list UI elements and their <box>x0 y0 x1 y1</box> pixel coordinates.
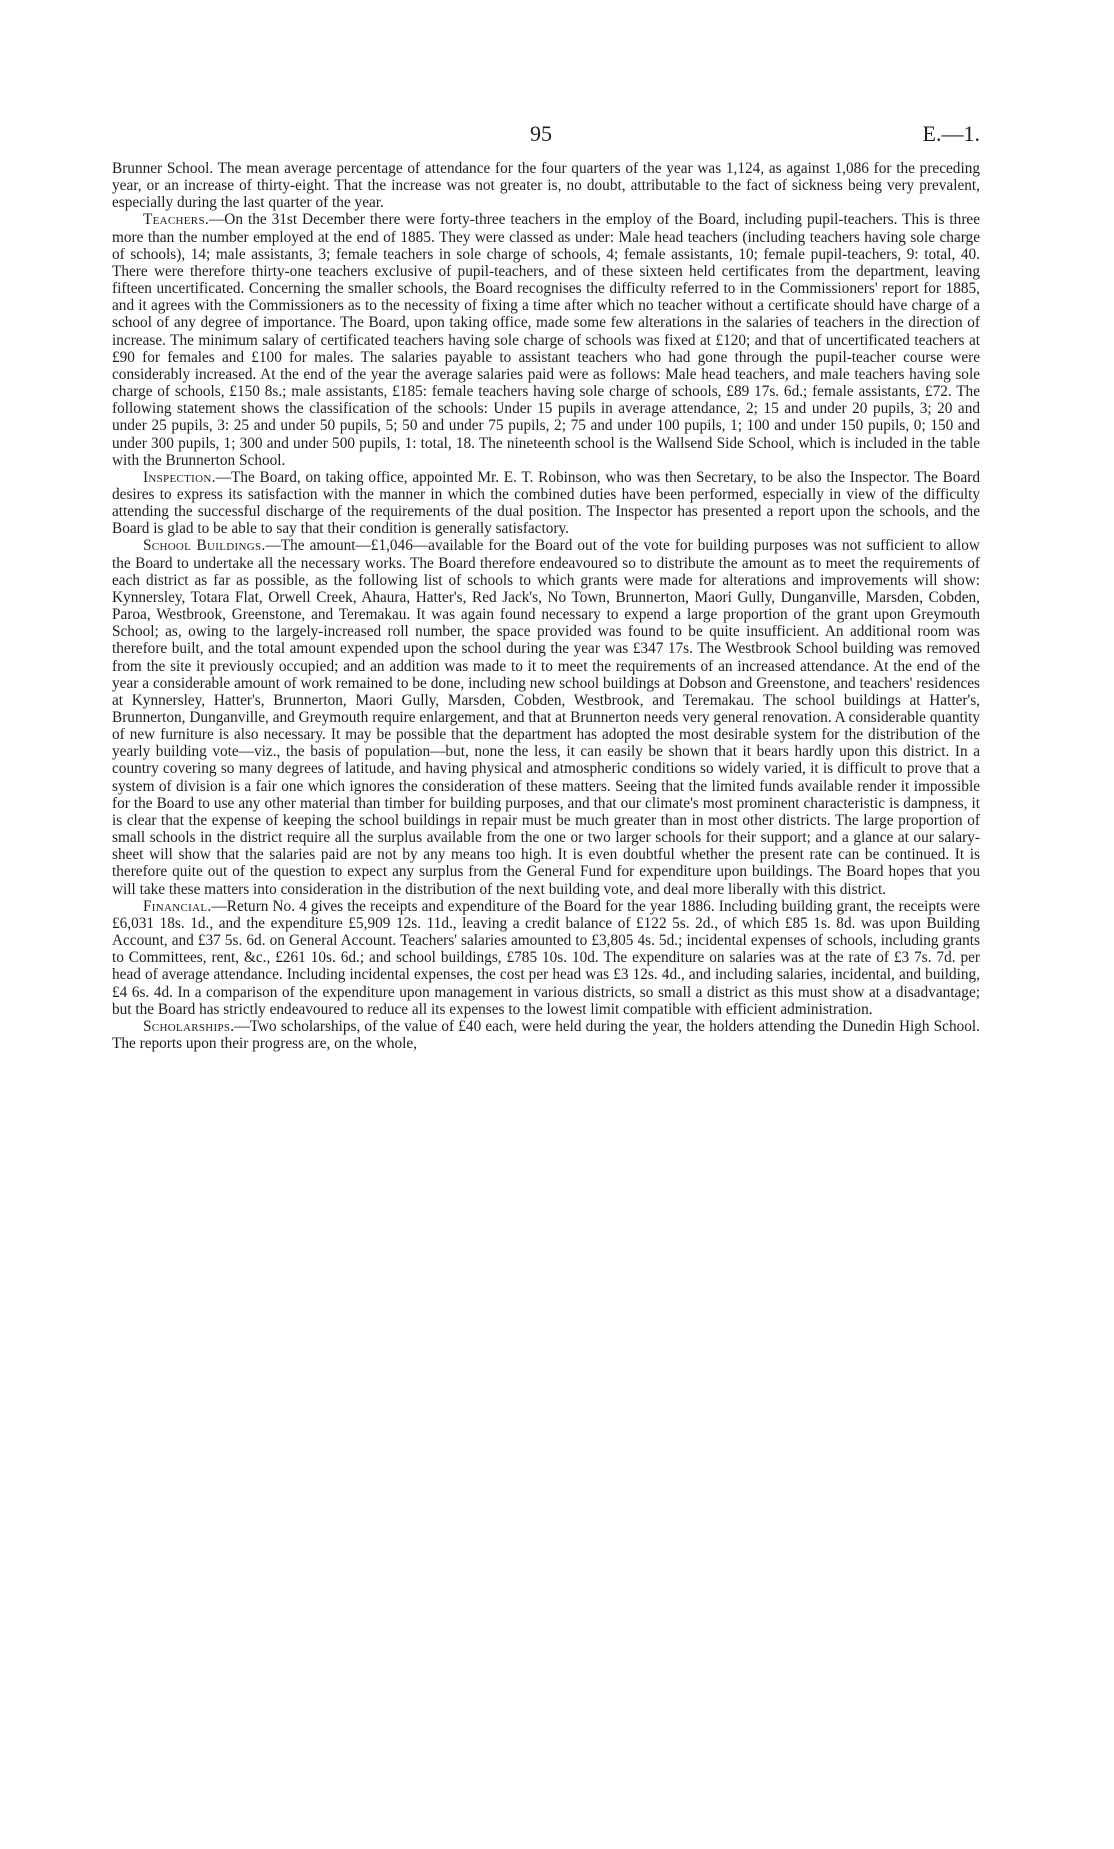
paragraph-school-buildings <box>112 537 980 897</box>
paragraph-text: Brunner School. The mean average percentage of attendance for the four quarters of the year was 1,124, as against 1,086 for the preceding year, or an increase of thirty-eight. That the increase was not greater is, no doubt, attributable to the fact of sickness being very prevalent, especially during the last quarter of the year. <box>112 160 980 212</box>
document-page <box>112 122 980 1052</box>
section-heading-teachers: Teachers. <box>143 211 209 229</box>
document-reference: E.—1. <box>922 121 980 146</box>
paragraph-text: —On the 31st December there were forty-three teachers in the employ of the Board, including pupil-teachers. This is three more than the number employed at the end of 1885. They were classed as under: Male head teachers (including teachers having sole charge of schools), 14; male assistants, 3; female teachers in sole charge of schools, 4; female assistants, 10; female pupil-teachers, 9: total, 40. There were therefore thirty-one teachers exclusive of pupil-teachers, and of these sixteen held certificates from the department, leaving fifteen uncertificated. Concerning the smaller schools, the Board recognises the difficulty referred to in the Commissioners' report for 1885, and it agrees with the Commissioners as to the necessity of fixing a time after which no teacher without a certificate should have charge of a school of any degree of importance. The Board, upon taking office, made some few alterations in the salaries of teachers in the direction of increase. The minimum salary of certificated teachers having sole charge of schools was fixed at £120; and that of uncertificated teachers at £90 for females and £100 for males. The salaries payable to assistant teachers who had gone through the pupil-teacher course were considerably increased. At the end of the year the average salaries paid were as follows: Male head teachers, and male teachers having sole charge of schools, £150 8s.; male assistants, £185: female teachers having sole charge of schools, £89 17s. 6d.; female assistants, £72. The following statement shows the classification of the schools: Under 15 pupils in average attendance, 2; 15 and under 20 pupils, 3; 20 and under 25 pupils, 3: 25 and under 50 pupils, 5; 50 and under 75 pupils, 2; 75 and under 100 pupils, 1; 100 and under 150 pupils, 0; 150 and under 300 pupils, 1; 300 and under 500 pupils, 1: total, 18. The nineteenth school is the Wallsend Side School, which is included in the table with the Brunnerton School. <box>112 211 980 469</box>
paragraph-text: —The amount—£1,046—available for the Board out of the vote for building purposes was not sufficient to allow the Board to undertake all the necessary works. The Board therefore endeavoured so to distribute the amount as to meet the requirements of each district as far as possible, as the following list of schools to which grants were made for alterations and improvements will show: Kynnersley, Totara Flat, Orwell Creek, Ahaura, Hatter's, Red Jack's, No Town, Brunnerton, Maori Gully, Dunganville, Marsden, Cobden, Paroa, Westbrook, Greenstone, and Teremakau. It was again found necessary to expend a large proportion of the grant upon Greymouth School; as, owing to the largely-increased roll number, the space provided was found to be quite insufficient. An additional room was therefore built, and the total amount expended upon the school during the year was £347 17s. The Westbrook School building was removed from the site it previously occupied; and an addition was made to it to meet the requirements of an increased attendance. At the end of the year a considerable amount of work remained to be done, including new school buildings at Dobson and Greenstone, and teachers' residences at Kynnersley, Hatter's, Brunnerton, Maori Gully, Marsden, Cobden, Westbrook, and Teremakau. The school buildings at Hatter's, Brunnerton, Dunganville, and Greymouth require enlargement, and that at Brunnerton needs very general renovation. A considerable quantity of new furniture is also necessary. It may be possible that the department has adopted the most desirable system for the distribution of the yearly building vote—viz., the basis of population—but, none the less, it can easily be shown that it bears hardly upon this district. In a country covering so many degrees of latitude, and having physical and atmospheric conditions so widely varied, it is difficult to prove that a system of division is a fair one which ignores the consideration of these matters. Seeing that the limited funds available render it impossible for the Board to use any other material than timber for building purposes, and that our climate's most prominent characteristic is dampness, it is clear that the expense of keeping the school buildings in repair must be much greater than in most other districts. The large proportion of small schools in the district require all the surplus available from the one or two larger schools for their support; and a glance at our salary-sheet will show that the salaries paid are not by any means too high. It is even doubtful whether the present rate can be continued. It is therefore quite out of the question to expect any surplus from the General Fund for expenditure upon buildings. The Board hopes that you will take these matters into consideration in the distribution of the next building vote, and deal more liberally with this district. <box>112 537 980 898</box>
section-heading-scholarships: Scholarships. <box>143 1017 235 1035</box>
paragraph-scholarships <box>112 1018 980 1052</box>
section-heading-inspection: Inspection. <box>143 468 216 486</box>
page-header <box>112 122 980 152</box>
paragraph-text: —Return No. 4 gives the receipts and expenditure of the Board for the year 1886. Including building grant, the receipts were £6,031 18s. 1d., and the expenditure £5,909 12s. 11d., leaving a credit balance of £122 5s. 2d., of which £85 1s. 8d. was upon Building Account, and £37 5s. 6d. on General Account. Teachers' salaries amounted to £3,805 4s. 5d.; incidental expenses of schools, including grants to Committees, rent, &c., £261 10s. 6d.; and school buildings, £785 10s. 10d. The expenditure on salaries was at the rate of £3 7s. 7d. per head of average attendance. Including incidental expenses, the cost per head was £3 12s. 4d., and including salaries, incidental, and building, £4 6s. 4d. In a comparison of the expenditure upon management in various districts, so small a district as this must show at a disadvantage; but the Board has strictly endeavoured to reduce all its expenses to the lowest limit compatible with efficient administration. <box>112 897 980 1018</box>
paragraph-text: —Two scholarships, of the value of £40 each, were held during the year, the holders attending the Dunedin High School. The reports upon their progress are, on the whole, <box>112 1017 980 1052</box>
page-number: 95 <box>530 121 552 146</box>
paragraph-brunner-attendance <box>112 160 980 211</box>
paragraph-inspection <box>112 469 980 538</box>
paragraph-teachers <box>112 211 980 468</box>
section-heading-school-buildings: School Buildings. <box>143 537 266 555</box>
paragraph-text: —The Board, on taking office, appointed Mr. E. T. Robinson, who was then Secretary, to be also the Inspector. The Board desires to express its satisfaction with the manner in which the combined duties have been performed, especially in view of the difficulty attending the successful discharge of the requirements of the dual position. The Inspector has presented a report upon the schools, and the Board is glad to be able to say that their condition is generally satisfactory. <box>112 468 980 538</box>
section-heading-financial: Financial. <box>143 897 212 915</box>
paragraph-financial <box>112 898 980 1018</box>
